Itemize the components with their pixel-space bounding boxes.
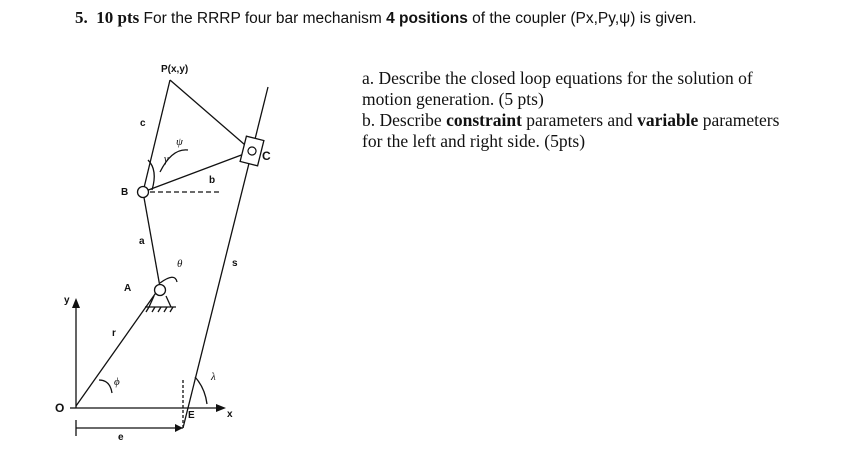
label-a-lower: a <box>139 236 145 247</box>
ground-pin-right <box>166 296 171 307</box>
label-s: s <box>232 258 238 269</box>
label-point: P(x,y) <box>161 64 189 75</box>
label-psi: ψ <box>176 136 183 148</box>
question-b-suffix: parameters for the left and right side. (5pts) <box>362 110 780 151</box>
label-c-upper: C <box>262 149 271 163</box>
ground-hatch-4 <box>164 307 167 312</box>
label-r: r <box>112 328 116 339</box>
theta-arc <box>160 277 177 283</box>
question-text <box>362 68 802 152</box>
question-b-bold-variable: variable <box>637 110 699 130</box>
slider-block-c <box>240 136 264 166</box>
label-b-upper: B <box>121 187 129 198</box>
label-gamma: γ <box>164 153 169 165</box>
joint-b <box>138 187 149 198</box>
label-b-lower: b <box>209 175 216 186</box>
question-b-prefix: b. Describe <box>362 110 442 130</box>
ground-hatch-3 <box>158 307 161 312</box>
label-phi: ϕ <box>114 376 120 388</box>
label-theta: θ <box>177 258 183 270</box>
ground-hatch-1 <box>146 307 149 312</box>
question-b-mid: parameters and <box>526 110 633 130</box>
question-b <box>362 110 802 152</box>
label-origin: O <box>55 401 65 415</box>
y-axis-arrowhead <box>72 298 80 308</box>
gamma-arc <box>148 160 154 190</box>
label-lambda: λ <box>211 371 216 383</box>
label-c-lower: c <box>140 118 146 129</box>
problem-text-bold: 4 positions <box>386 10 468 27</box>
problem-text-before: For the RRRP four bar mechanism <box>143 10 382 27</box>
label-e-upper: E <box>188 410 195 421</box>
crank-link-a <box>143 192 160 287</box>
ground-hatch-2 <box>152 307 155 312</box>
e-dimension-arrowhead <box>175 424 183 432</box>
question-a: a. Describe the closed loop equations for the solution of motion generation. (5 pts) <box>362 68 753 109</box>
question-b-bold-constraint: constraint <box>446 110 522 130</box>
x-axis-arrowhead <box>216 404 226 412</box>
lambda-arc <box>195 377 207 404</box>
joint-a <box>155 285 166 296</box>
problem-number: 5. <box>75 8 88 27</box>
coupler-link-bp <box>143 80 170 192</box>
ground-hatch-5 <box>170 307 173 312</box>
label-x-axis: x <box>227 409 233 420</box>
coupler-link-bc <box>143 151 252 192</box>
label-a-upper: A <box>124 283 132 294</box>
mechanism-diagram <box>0 0 345 463</box>
problem-text-after: of the coupler (Px,Py,ψ) is given. <box>472 10 697 27</box>
problem-points: 10 pts <box>96 8 140 27</box>
label-y-axis: y <box>64 295 70 306</box>
ground-link-r <box>76 287 160 406</box>
label-e-lower: e <box>118 432 124 443</box>
phi-arc <box>99 380 112 393</box>
